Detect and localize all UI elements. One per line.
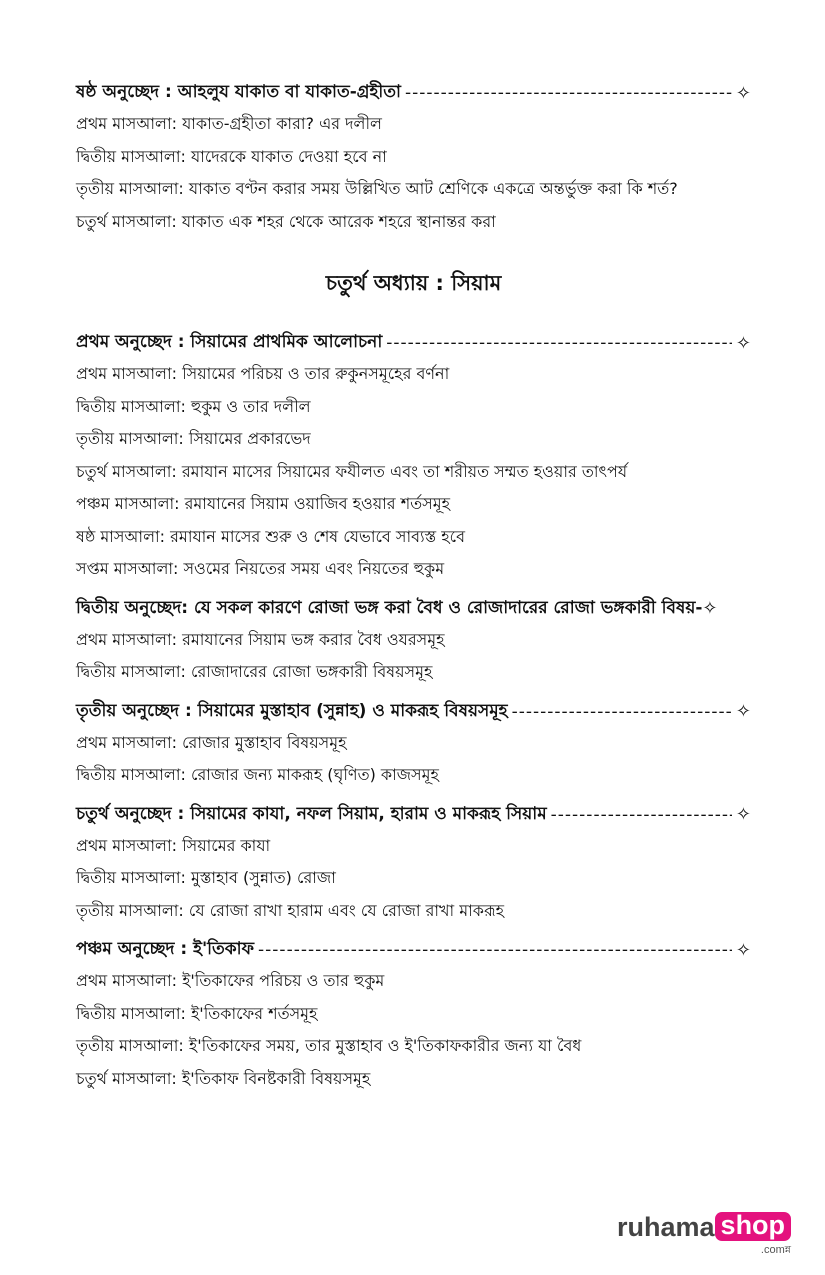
heading-text: দ্বিতীয় অনুচ্ছেদ: যে সকল কারণে রোজা ভঙ্গ করা বৈধ ও রোজাদারের রোজা ভঙ্গকারী বিষয়- <box>76 597 703 618</box>
list-item: তৃতীয় মাসআলা: ই'তিকাফের সময়, তার মুস্তাহাব ও ই'তিকাফকারীর জন্য যা বৈধ <box>76 1036 582 1055</box>
list-item: চতুর্থ মাসআলা: রমাযান মাসের সিয়ামের ফযীলত এবং তা শরীয়ত সম্মত হওয়ার তাৎপর্য <box>76 461 628 481</box>
list-item: দ্বিতীয় মাসআলা: ই'তিকাফের শর্তসমূহ <box>76 1003 318 1023</box>
heading-text: চতুর্থ অনুচ্ছেদ : সিয়ামের কাযা, নফল সিয়াম, হারাম ও মাকরূহ সিয়াম <box>76 803 547 824</box>
dotted-leader <box>551 805 732 825</box>
list-item: দ্বিতীয় মাসআলা: রোজার জন্য মাকরূহ (ঘৃণিত) কাজসমূহ <box>76 765 439 784</box>
star-icon: ✧ <box>735 939 751 961</box>
list-item: প্রথম মাসআলা: সিয়ামের পরিচয় ও তার রুকুনসমূহের বর্ণনা <box>76 364 450 383</box>
section-mustahab-makruh <box>76 697 751 792</box>
dotted-leader <box>258 940 732 960</box>
logo-domain-suffix: .comন্ন <box>760 1244 792 1256</box>
dotted-leader <box>405 83 732 103</box>
list-item: তৃতীয় মাসআলা: সিয়ামের প্রকারভেদ <box>76 429 311 448</box>
heading-text: তৃতীয় অনুচ্ছেদ : সিয়ামের মুস্তাহাব (সুন্নাহ) ও মাকরূহ বিষয়সমূহ <box>76 700 508 721</box>
logo-text-ruhama: ruhama <box>617 1212 715 1242</box>
list-item: তৃতীয় মাসআলা: যাকাত বণ্টন করার সময় উল্লিখিত আট শ্রেণিকে একত্রে অন্তর্ভুক্ত করা কি শর্ত? <box>76 179 678 198</box>
section-itikaf <box>76 935 751 1095</box>
section-heading <box>76 800 751 830</box>
heading-text: ষষ্ঠ অনুচ্ছেদ : আহলুয যাকাত বা যাকাত-গ্রহীতা <box>76 82 401 102</box>
section-qaza-nafl <box>76 800 751 928</box>
section-heading <box>76 935 751 965</box>
star-icon: ✧ <box>735 82 751 104</box>
section-heading <box>76 78 751 108</box>
star-icon: ✧ <box>702 598 718 619</box>
section-fasting-breakers <box>76 594 751 689</box>
list-item: প্রথম মাসআলা: যাকাত-গ্রহীতা কারা? এর দলীল <box>76 114 382 133</box>
list-item: পঞ্চম মাসআলা: রমাযানের সিয়াম ওয়াজিব হওয়ার শর্তসমূহ <box>76 494 451 513</box>
star-icon: ✧ <box>735 804 751 825</box>
heading-text: প্রথম অনুচ্ছেদ : সিয়ামের প্রাথমিক আলোচনা <box>76 332 383 352</box>
list-item: ষষ্ঠ মাসআলা: রমাযান মাসের শুরু ও শেষ যেভাবে সাব্যস্ত হবে <box>76 526 465 546</box>
list-item: তৃতীয় মাসআলা: যে রোজা রাখা হারাম এবং যে রোজা রাখা মাকরূহ <box>76 900 505 920</box>
list-item: দ্বিতীয় মাসআলা: যাদেরকে যাকাত দেওয়া হবে না <box>76 146 387 166</box>
list-item: প্রথম মাসআলা: ই'তিকাফের পরিচয় ও তার হুকুম <box>76 971 385 990</box>
list-item: দ্বিতীয় মাসআলা: হুকুম ও তার দলীল <box>76 396 311 416</box>
section-heading <box>76 594 751 624</box>
list-item: দ্বিতীয় মাসআলা: মুস্তাহাব (সুন্নাত) রোজা <box>76 868 336 887</box>
list-item: চতুর্থ মাসআলা: ই'তিকাফ বিনষ্টকারী বিষয়সমূহ <box>76 1068 371 1088</box>
section-heading <box>76 697 751 727</box>
list-item: দ্বিতীয় মাসআলা: রোজাদারের রোজা ভঙ্গকারী বিষয়সমূহ <box>76 662 433 681</box>
table-of-contents <box>76 78 751 1103</box>
chapter-title: চতুর্থ অধ্যায় : সিয়াম <box>325 271 502 295</box>
ruhamashop-logo <box>617 1210 792 1256</box>
dotted-leader <box>386 333 732 353</box>
list-item: চতুর্থ মাসআলা: যাকাত এক শহর থেকে আরেক শহরে স্থানান্তর করা <box>76 211 496 231</box>
logo-shop-badge <box>715 1210 792 1256</box>
list-item: প্রথম মাসআলা: রোজার মুস্তাহাব বিষয়সমূহ <box>76 732 347 752</box>
section-ahluz-zakat <box>76 78 751 238</box>
logo-text-shop: shop <box>715 1212 792 1241</box>
section-siyam-intro <box>76 328 751 586</box>
star-icon: ✧ <box>735 701 751 722</box>
heading-text: পঞ্চম অনুচ্ছেদ : ই'তিকাফ <box>76 939 255 959</box>
list-item: সপ্তম মাসআলা: সওমের নিয়তের সময় এবং নিয়তের হুকুম <box>76 559 445 578</box>
list-item: প্রথম মাসআলা: সিয়ামের কাযা <box>76 835 271 855</box>
dotted-leader <box>512 702 732 722</box>
list-item: প্রথম মাসআলা: রমাযানের সিয়াম ভঙ্গ করার বৈধ ওযরসমূহ <box>76 629 445 649</box>
star-icon: ✧ <box>735 332 751 354</box>
section-heading <box>76 328 751 358</box>
